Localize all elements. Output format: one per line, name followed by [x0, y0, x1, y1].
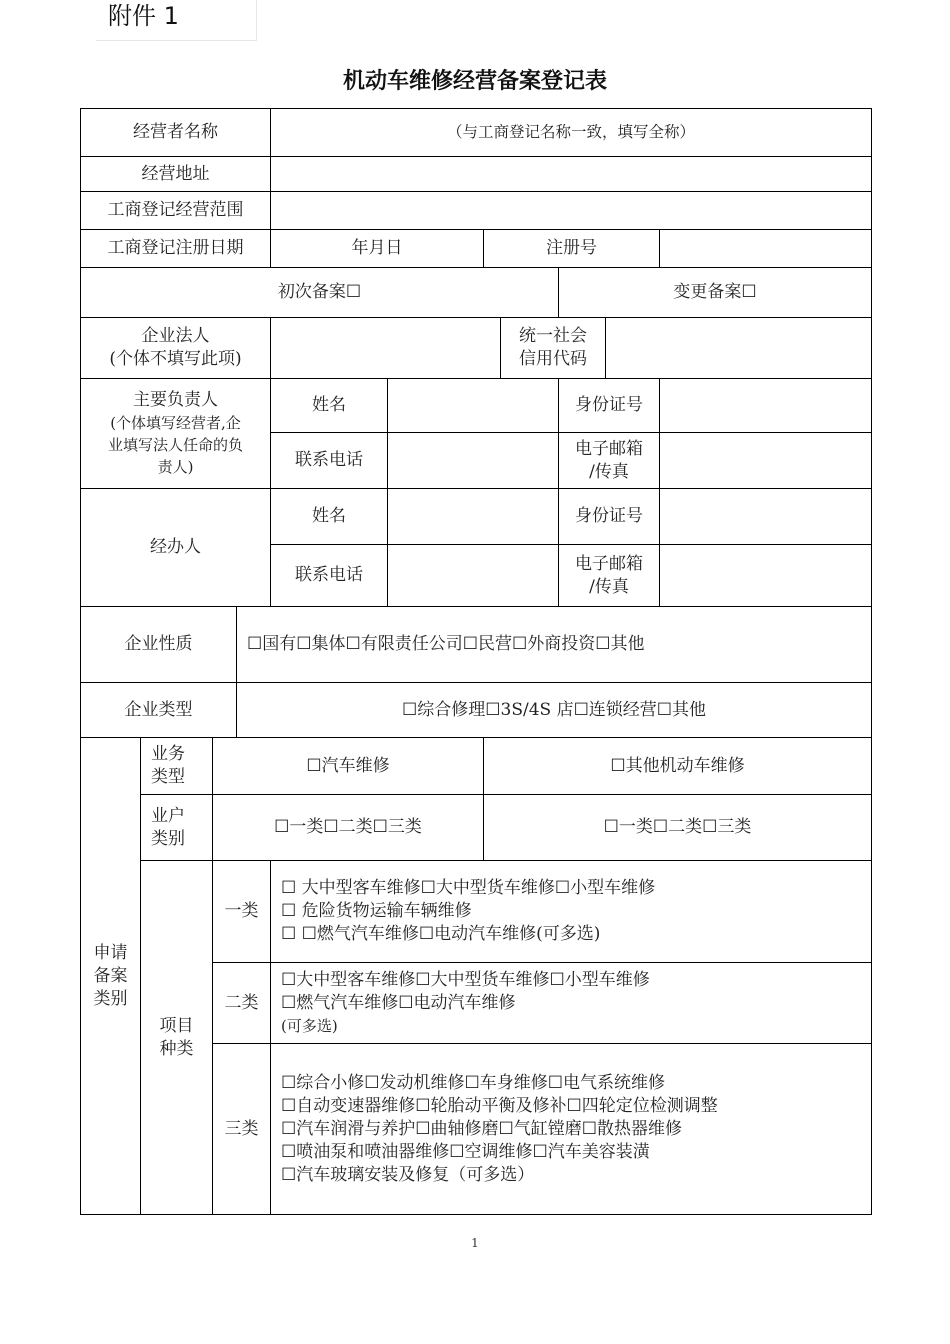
household-category-label-line2: 类别: [151, 828, 185, 849]
household-category-label-line1: 业户: [151, 805, 185, 826]
auto-repair-checkbox[interactable]: ☐汽车维修: [213, 738, 484, 795]
class1-label: 一类: [213, 861, 271, 963]
legal-person-label-title: 企业法人: [141, 326, 210, 346]
handler-email-label-line1: 电子邮箱: [575, 553, 643, 574]
principal-email-label-line1: 电子邮箱: [575, 438, 643, 459]
registration-form-table: [80, 108, 872, 1215]
class3-options[interactable]: [271, 1044, 872, 1215]
credit-code-label: [501, 318, 606, 379]
address-field[interactable]: [271, 157, 872, 192]
class3-option-line[interactable]: ☐汽车润滑与养护☐曲轴修磨☐气缸镗磨☐散热器维修: [281, 1118, 682, 1139]
principal-email-field[interactable]: [660, 433, 872, 489]
legal-person-field[interactable]: [271, 318, 501, 379]
handler-name-field[interactable]: [388, 489, 559, 545]
principal-id-field[interactable]: [660, 379, 872, 433]
business-scope-label: 工商登记经营范围: [81, 192, 271, 230]
attachment-label: 附件 1: [108, 2, 179, 30]
class2-options[interactable]: [271, 963, 872, 1044]
handler-label: 经办人: [81, 489, 271, 607]
credit-code-field[interactable]: [606, 318, 872, 379]
legal-person-label-note: (个体不填写此项): [109, 349, 242, 369]
address-label: 经营地址: [81, 157, 271, 192]
other-vehicle-repair-checkbox[interactable]: ☐其他机动车维修: [484, 738, 872, 795]
class2-option-line[interactable]: ☐大中型客车维修☐大中型货车维修☐小型车维修: [281, 970, 650, 990]
enterprise-nature-label: 企业性质: [81, 607, 237, 683]
auto-category-options[interactable]: ☐一类☐二类☐三类: [213, 795, 484, 861]
class1-options[interactable]: [271, 861, 872, 963]
handler-phone-field[interactable]: [388, 545, 559, 607]
class3-option-line[interactable]: ☐喷油泵和喷油器维修☐空调维修☐汽车美容装潢: [281, 1141, 650, 1162]
business-scope-field[interactable]: [271, 192, 872, 230]
class3-label: 三类: [213, 1044, 271, 1215]
document-title: 机动车维修经营备案登记表: [342, 69, 607, 94]
principal-id-label: 身份证号: [559, 379, 660, 433]
registration-number-field[interactable]: [660, 230, 872, 268]
principal-label-line4: 责人): [157, 458, 194, 476]
project-kind-label: [141, 861, 213, 1215]
class2-option-note: (可多选): [281, 1017, 338, 1035]
enterprise-type-options[interactable]: ☐综合修理☐3S/4S 店☐连锁经营☐其他: [237, 683, 872, 738]
credit-code-label-line2: 信用代码: [519, 349, 587, 369]
handler-id-field[interactable]: [660, 489, 872, 545]
class1-option-line[interactable]: ☐ ☐燃气汽车维修☐电动汽车维修(可多选): [281, 924, 601, 944]
registration-date-field[interactable]: 年月日: [271, 230, 484, 268]
household-category-label: [141, 795, 213, 861]
principal-phone-label: 联系电话: [271, 433, 388, 489]
handler-email-field[interactable]: [660, 545, 872, 607]
handler-email-label-line2: /传真: [589, 576, 629, 597]
class2-label: 二类: [213, 963, 271, 1044]
credit-code-label-line1: 统一社会: [519, 326, 587, 346]
project-kind-label-line1: 项目: [159, 1015, 194, 1036]
application-label-line2: 备案: [93, 965, 128, 986]
registration-date-label: 工商登记注册日期: [81, 230, 271, 268]
class3-option-line[interactable]: ☐综合小修☐发动机维修☐车身维修☐电气系统维修: [281, 1072, 665, 1093]
class3-option-line[interactable]: ☐自动变速器维修☐轮胎动平衡及修补☐四轮定位检测调整: [281, 1095, 718, 1116]
principal-label-line2: (个体填写经营者,企: [110, 414, 241, 432]
principal-label-line1: 主要负责人: [133, 390, 218, 410]
handler-name-label: 姓名: [271, 489, 388, 545]
principal-label-line3: 业填写法人任命的负: [107, 436, 243, 454]
other-category-options[interactable]: ☐一类☐二类☐三类: [484, 795, 872, 861]
principal-email-label: [559, 433, 660, 489]
operator-name-label: 经营者名称: [81, 109, 271, 157]
business-type-label-line1: 业务: [151, 744, 185, 764]
business-type-label-line2: 类型: [151, 767, 185, 787]
principal-name-field[interactable]: [388, 379, 559, 433]
project-kind-label-line2: 种类: [159, 1038, 194, 1059]
handler-phone-label: 联系电话: [271, 545, 388, 607]
class1-option-line[interactable]: ☐ 危险货物运输车辆维修: [281, 901, 472, 921]
initial-filing-checkbox[interactable]: 初次备案☐: [81, 268, 559, 318]
application-label-line1: 申请: [93, 942, 128, 963]
principal-email-label-line2: /传真: [589, 461, 629, 482]
principal-name-label: 姓名: [271, 379, 388, 433]
application-label-line3: 类别: [93, 988, 128, 1009]
registration-number-label: 注册号: [484, 230, 660, 268]
change-filing-checkbox[interactable]: 变更备案☐: [559, 268, 872, 318]
class3-option-line[interactable]: ☐汽车玻璃安装及修复（可多选）: [281, 1164, 535, 1185]
page-number: 1: [471, 1236, 479, 1250]
principal-label: [81, 379, 271, 489]
handler-email-label: [559, 545, 660, 607]
class2-option-line[interactable]: ☐燃气汽车维修☐电动汽车维修: [281, 993, 516, 1013]
enterprise-type-label: 企业类型: [81, 683, 237, 738]
class1-option-line[interactable]: ☐ 大中型客车维修☐大中型货车维修☐小型车维修: [281, 878, 656, 898]
legal-person-label: [81, 318, 271, 379]
business-type-label: [141, 738, 213, 795]
principal-phone-field[interactable]: [388, 433, 559, 489]
operator-name-field[interactable]: [271, 109, 872, 157]
handler-id-label: 身份证号: [559, 489, 660, 545]
operator-name-hint: （与工商登记名称一致，填写全称）: [447, 123, 696, 141]
enterprise-nature-options[interactable]: ☐国有☐集体☐有限责任公司☐民营☐外商投资☐其他: [237, 607, 872, 683]
application-category-label: [81, 738, 141, 1215]
